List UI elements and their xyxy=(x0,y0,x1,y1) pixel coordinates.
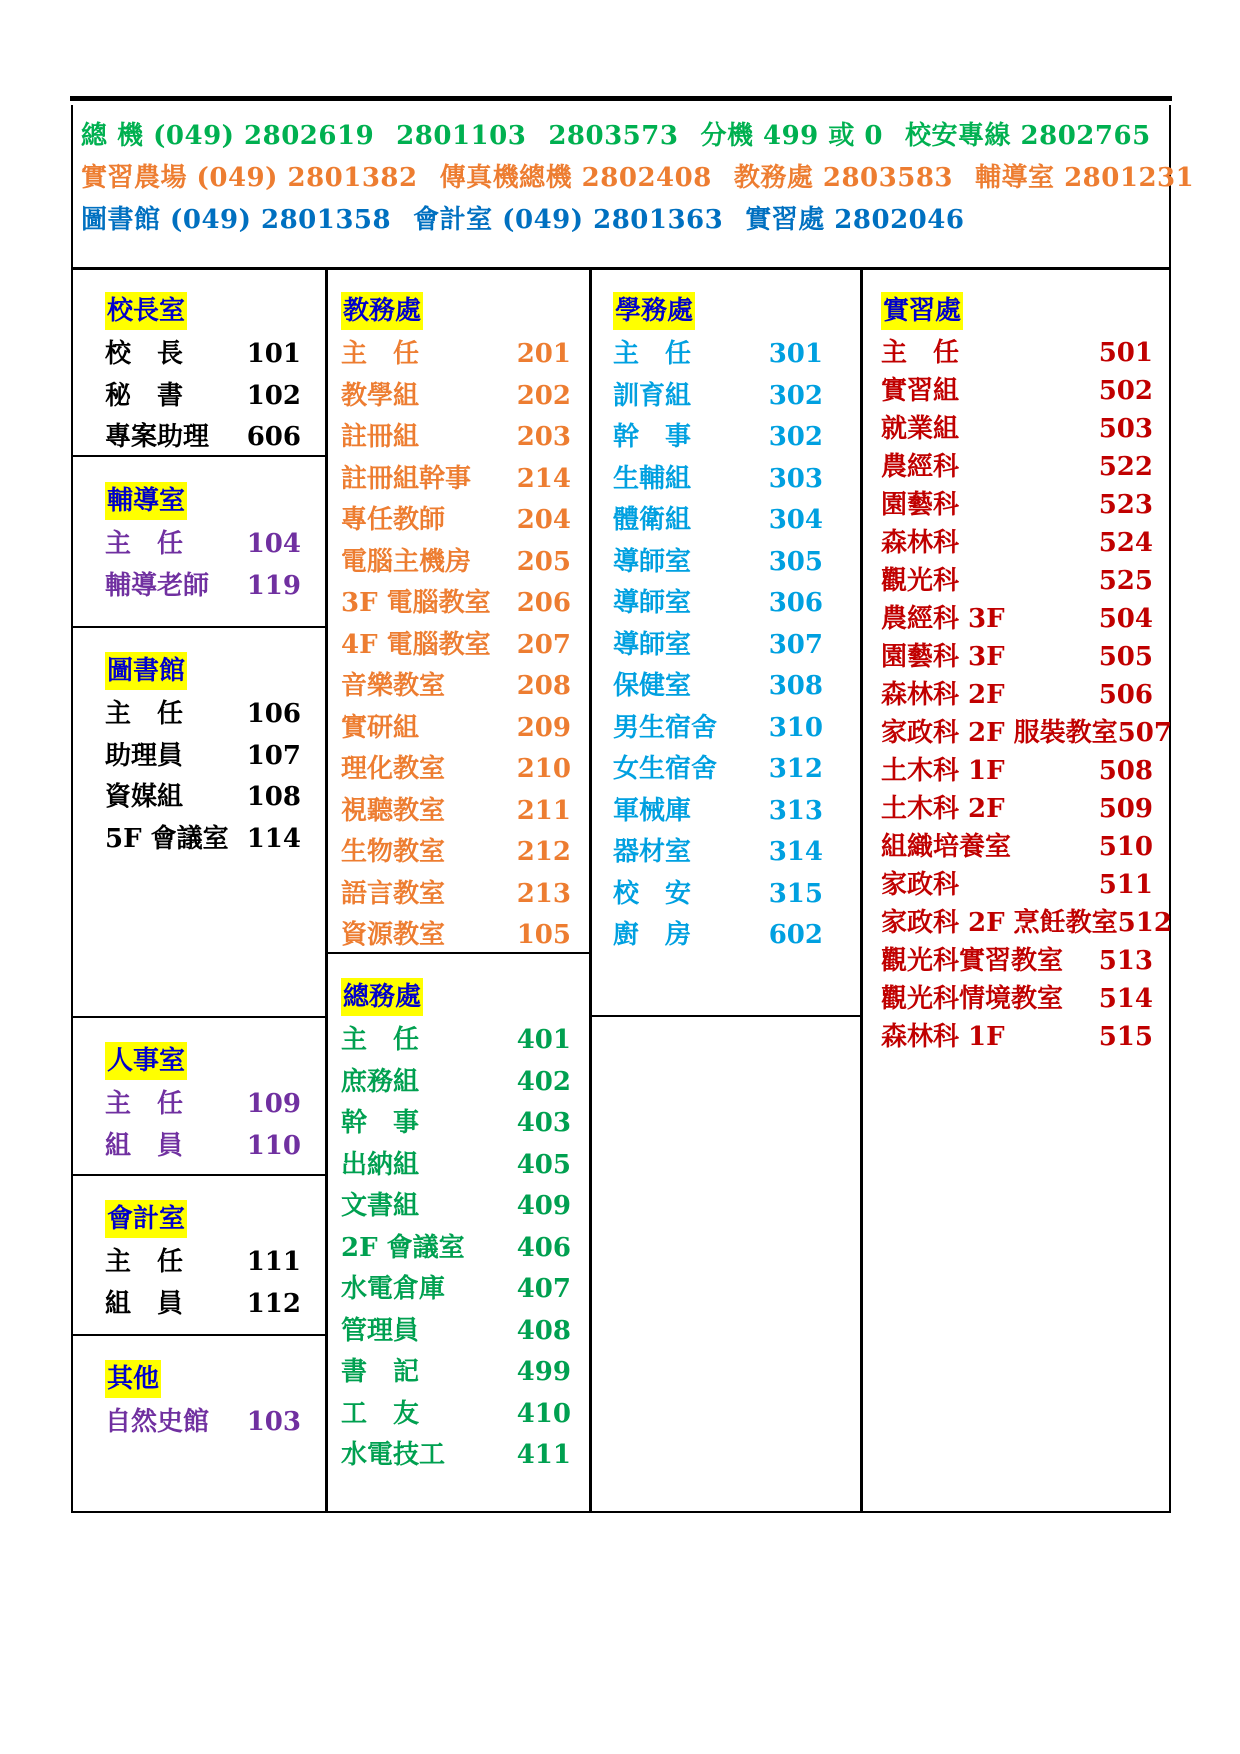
room-name: 器材室 xyxy=(613,837,692,867)
room-name: 音樂教室 xyxy=(341,671,446,701)
library-line: 圖書館 (049) 2801358 xyxy=(81,205,392,235)
rule-c1-2 xyxy=(73,626,326,628)
extension-number: 401 xyxy=(516,1025,571,1055)
room-name: 保健室 xyxy=(613,671,692,701)
header-line-2 xyxy=(81,157,1194,194)
top-rule xyxy=(70,96,1172,101)
list-item xyxy=(341,1352,571,1394)
section-title: 教務處 xyxy=(341,292,423,330)
extension-number: 410 xyxy=(516,1398,571,1429)
list-item xyxy=(881,790,1153,828)
extension-number: 214 xyxy=(516,463,571,494)
extension-number: 502 xyxy=(1098,376,1153,406)
section-title: 學務處 xyxy=(613,292,695,330)
list-item xyxy=(881,638,1153,676)
extension-number: 402 xyxy=(516,1066,571,1097)
extension-number: 312 xyxy=(768,754,823,784)
list-item xyxy=(341,708,571,750)
extension-number: 509 xyxy=(1098,794,1153,824)
room-name: 導師室 xyxy=(613,588,692,618)
extension-note: 分機 499 或 0 xyxy=(700,121,883,151)
main-line-2: 2801103 xyxy=(396,121,527,151)
section-title: 其他 xyxy=(105,1360,161,1398)
room-name: 幹 事 xyxy=(341,1108,420,1138)
section-counseling xyxy=(105,482,301,607)
room-name: 生輔組 xyxy=(613,463,692,494)
room-name: 專任教師 xyxy=(341,505,446,535)
room-name: 土木科 1F xyxy=(881,756,1005,786)
list-item xyxy=(341,376,571,418)
list-item xyxy=(341,1228,571,1270)
extension-number: 308 xyxy=(768,671,823,701)
extension-number: 307 xyxy=(768,629,823,660)
list-item: 主 任 104 xyxy=(105,529,301,559)
section-practice xyxy=(881,292,1172,1056)
room-name: 森林科 1F xyxy=(881,1022,1005,1052)
extension-number: 314 xyxy=(768,837,823,867)
list-item xyxy=(613,500,823,542)
list-item: 組 員 110 xyxy=(105,1130,301,1161)
list-item xyxy=(881,942,1153,980)
extension-number: 202 xyxy=(516,380,571,411)
extension-number: 207 xyxy=(516,629,571,660)
rule-c1-4 xyxy=(73,1174,326,1176)
room-name: 訓育組 xyxy=(613,380,692,411)
room-name: 幹 事 xyxy=(613,422,692,452)
list-item: 資媒組 108 xyxy=(105,782,301,812)
room-name: 出納組 xyxy=(341,1149,420,1180)
room-name: 主 任 xyxy=(341,339,420,369)
room-name: 主 任 xyxy=(341,1025,420,1055)
rule-c1-3 xyxy=(73,1016,326,1018)
list-item xyxy=(341,874,571,916)
list-item xyxy=(613,708,823,750)
room-name: 2F 會議室 xyxy=(341,1232,465,1263)
list-item: 組 員 112 xyxy=(105,1288,301,1319)
extension-number: 211 xyxy=(516,795,571,826)
room-name: 電腦主機房 xyxy=(341,546,472,577)
list-item xyxy=(881,676,1153,714)
room-name: 理化教室 xyxy=(341,754,446,784)
extension-number: 505 xyxy=(1098,642,1153,672)
extension-number: 508 xyxy=(1098,756,1153,786)
room-name: 森林科 2F xyxy=(881,680,1005,710)
list-item xyxy=(881,980,1153,1018)
room-name: 工 友 xyxy=(341,1398,420,1429)
room-name: 管理員 xyxy=(341,1315,420,1346)
list-item: 專案助理 606 xyxy=(105,422,301,452)
room-name: 教學組 xyxy=(341,380,420,411)
list-item xyxy=(341,832,571,874)
list-item: 主 任 106 xyxy=(105,699,301,729)
extension-number: 302 xyxy=(768,422,823,452)
header-line-3 xyxy=(81,199,964,236)
extension-number: 510 xyxy=(1098,832,1153,862)
room-name: 主 任 xyxy=(613,339,692,369)
extension-number: 411 xyxy=(516,1440,571,1470)
room-name: 觀光科情境教室 xyxy=(881,984,1064,1014)
extension-number: 304 xyxy=(768,505,823,535)
room-name: 實研組 xyxy=(341,712,420,743)
extension-number: 524 xyxy=(1098,528,1153,558)
room-name: 導師室 xyxy=(613,546,692,577)
list-item: 自然史館 103 xyxy=(105,1407,301,1437)
list-item xyxy=(881,1018,1153,1056)
security-line: 校安專線 2802765 xyxy=(904,121,1151,151)
list-item xyxy=(613,334,823,376)
list-item xyxy=(881,562,1153,600)
section-title: 人事室 xyxy=(105,1042,187,1080)
list-item xyxy=(881,752,1153,790)
extension-number: 405 xyxy=(516,1149,571,1180)
main-line: 總 機 (049) 2802619 xyxy=(81,121,375,151)
list-item: 主 任 109 xyxy=(105,1089,301,1119)
room-name: 土木科 2F xyxy=(881,794,1005,824)
extension-number: 201 xyxy=(516,339,571,369)
room-name: 視聽教室 xyxy=(341,795,446,826)
room-name: 女生宿舍 xyxy=(613,754,718,784)
room-name: 文書組 xyxy=(341,1191,420,1221)
extension-number: 204 xyxy=(516,505,571,535)
academic-line: 教務處 2803583 xyxy=(733,163,954,193)
list-item xyxy=(881,372,1153,410)
extension-number: 208 xyxy=(516,671,571,701)
extension-number: 315 xyxy=(768,878,823,909)
list-item xyxy=(341,791,571,833)
list-item xyxy=(881,524,1153,562)
extension-number: 602 xyxy=(768,920,823,950)
list-item: 助理員 107 xyxy=(105,740,301,771)
extension-number: 407 xyxy=(516,1274,571,1304)
list-item: 主 任 111 xyxy=(105,1247,301,1277)
list-item xyxy=(341,915,571,957)
list-item xyxy=(341,1020,571,1062)
extension-number: 301 xyxy=(768,339,823,369)
list-item xyxy=(613,874,823,916)
list-item xyxy=(341,500,571,542)
list-item xyxy=(881,866,1153,904)
extension-number: 408 xyxy=(516,1315,571,1346)
phone-header xyxy=(71,105,1195,269)
room-name: 體衛組 xyxy=(613,505,692,535)
list-item xyxy=(881,714,1172,752)
list-item xyxy=(881,410,1153,448)
list-item xyxy=(613,625,823,667)
fax-line: 傳真機總機 2802408 xyxy=(439,163,712,193)
room-name: 導師室 xyxy=(613,629,692,660)
section-personnel xyxy=(105,1042,301,1167)
room-name: 註冊組 xyxy=(341,422,420,452)
extension-number: 206 xyxy=(516,588,571,618)
list-item xyxy=(341,1103,571,1145)
extension-number: 512 xyxy=(1117,908,1172,938)
room-name: 園藝科 3F xyxy=(881,642,1005,672)
extension-number: 499 xyxy=(516,1357,571,1387)
list-item xyxy=(341,583,571,625)
room-name: 語言教室 xyxy=(341,878,446,909)
list-item: 校 長 101 xyxy=(105,339,301,369)
section-title: 總務處 xyxy=(341,978,423,1016)
room-name: 水電倉庫 xyxy=(341,1274,446,1304)
list-item xyxy=(613,542,823,584)
extension-number: 305 xyxy=(768,546,823,577)
room-name: 觀光科實習教室 xyxy=(881,946,1064,976)
practice-line: 實習處 2802046 xyxy=(745,205,965,235)
section-title: 實習處 xyxy=(881,292,963,330)
list-item xyxy=(341,417,571,459)
section-student xyxy=(613,292,823,957)
section-general xyxy=(341,978,571,1477)
col-divider-2 xyxy=(589,270,592,1511)
list-item xyxy=(341,459,571,501)
extension-number: 522 xyxy=(1098,452,1153,482)
list-item xyxy=(613,832,823,874)
extension-number: 205 xyxy=(516,546,571,577)
room-name: 男生宿舍 xyxy=(613,712,718,743)
extension-number: 409 xyxy=(516,1191,571,1221)
extension-number: 306 xyxy=(768,588,823,618)
room-name: 4F 電腦教室 xyxy=(341,629,491,660)
room-name: 庶務組 xyxy=(341,1066,420,1097)
extension-number: 105 xyxy=(516,920,571,950)
section-library xyxy=(105,652,301,860)
extension-number: 403 xyxy=(516,1108,571,1138)
list-item xyxy=(881,600,1153,638)
list-item xyxy=(613,791,823,833)
directory-grid xyxy=(71,268,1171,1513)
room-name: 3F 電腦教室 xyxy=(341,588,491,618)
list-item xyxy=(341,1311,571,1353)
list-item: 輔導老師 119 xyxy=(105,570,301,601)
extension-number: 203 xyxy=(516,422,571,452)
section-other xyxy=(105,1360,301,1444)
room-name: 書 記 xyxy=(341,1357,420,1387)
room-name: 森林科 xyxy=(881,528,960,558)
section-title: 圖書館 xyxy=(105,652,187,690)
list-item xyxy=(341,625,571,667)
list-item xyxy=(613,749,823,791)
extension-number: 514 xyxy=(1098,984,1153,1014)
room-name: 組織培養室 xyxy=(881,832,1012,862)
section-title: 校長室 xyxy=(105,292,187,330)
section-title: 輔導室 xyxy=(105,482,187,520)
section-academic xyxy=(341,292,571,957)
extension-number: 515 xyxy=(1098,1022,1153,1052)
room-name: 農經科 xyxy=(881,452,960,482)
extension-number: 506 xyxy=(1098,680,1153,710)
room-name: 生物教室 xyxy=(341,837,446,867)
list-item xyxy=(341,1269,571,1311)
list-item xyxy=(881,448,1153,486)
rule-c3-1 xyxy=(591,1015,861,1017)
room-name: 校 安 xyxy=(613,878,692,909)
extension-number: 303 xyxy=(768,463,823,494)
list-item xyxy=(341,1186,571,1228)
room-name: 園藝科 xyxy=(881,490,960,520)
room-name: 軍械庫 xyxy=(613,795,692,826)
list-item xyxy=(341,1435,571,1477)
extension-number: 313 xyxy=(768,795,823,826)
list-item xyxy=(341,334,571,376)
room-name: 家政科 xyxy=(881,870,960,900)
extension-number: 513 xyxy=(1098,946,1153,976)
list-item xyxy=(881,828,1153,866)
extension-number: 501 xyxy=(1098,338,1153,368)
section-principal xyxy=(105,292,301,459)
extension-number: 302 xyxy=(768,380,823,411)
list-item xyxy=(613,666,823,708)
room-name: 廚 房 xyxy=(613,920,692,950)
list-item xyxy=(613,376,823,418)
list-item xyxy=(613,583,823,625)
section-title: 會計室 xyxy=(105,1200,187,1238)
accounting-line: 會計室 (049) 2801363 xyxy=(413,205,724,235)
list-item xyxy=(341,1145,571,1187)
col-divider-3 xyxy=(860,270,863,1511)
list-item xyxy=(341,542,571,584)
list-item: 5F 會議室 114 xyxy=(105,823,301,854)
section-accounting xyxy=(105,1200,301,1325)
farm-line: 實習農場 (049) 2801382 xyxy=(81,163,418,193)
room-name: 家政科 2F 服裝教室 xyxy=(881,718,1118,748)
rule-c1-5 xyxy=(73,1334,326,1336)
room-name: 資源教室 xyxy=(341,920,446,950)
room-name: 農經科 3F xyxy=(881,604,1005,634)
room-name: 觀光科 xyxy=(881,566,960,596)
room-name: 家政科 2F 烹飪教室 xyxy=(881,908,1118,938)
list-item xyxy=(881,334,1153,372)
list-item xyxy=(341,1394,571,1436)
list-item xyxy=(341,666,571,708)
extension-number: 310 xyxy=(768,712,823,743)
list-item xyxy=(881,904,1172,942)
list-item xyxy=(613,417,823,459)
extension-number: 213 xyxy=(516,878,571,909)
header-line-1 xyxy=(81,115,1151,152)
room-name: 實習組 xyxy=(881,376,960,406)
extension-number: 507 xyxy=(1117,718,1172,748)
main-line-3: 2803573 xyxy=(548,121,679,151)
list-item xyxy=(613,915,823,957)
room-name: 就業組 xyxy=(881,414,960,444)
room-name: 註冊組幹事 xyxy=(341,463,472,494)
list-item xyxy=(341,1062,571,1104)
extension-number: 523 xyxy=(1098,490,1153,520)
extension-number: 212 xyxy=(516,837,571,867)
extension-number: 511 xyxy=(1098,870,1153,900)
room-name: 主 任 xyxy=(881,338,960,368)
list-item xyxy=(881,486,1153,524)
list-item xyxy=(341,749,571,791)
list-item: 秘 書 102 xyxy=(105,380,301,411)
list-item xyxy=(613,459,823,501)
extension-number: 406 xyxy=(516,1232,571,1263)
extension-number: 210 xyxy=(516,754,571,784)
counseling-line: 輔導室 2801231 xyxy=(975,163,1195,193)
extension-number: 209 xyxy=(516,712,571,743)
extension-number: 503 xyxy=(1098,414,1153,444)
extension-number: 504 xyxy=(1098,604,1153,634)
room-name: 水電技工 xyxy=(341,1440,446,1470)
extension-number: 525 xyxy=(1098,566,1153,596)
